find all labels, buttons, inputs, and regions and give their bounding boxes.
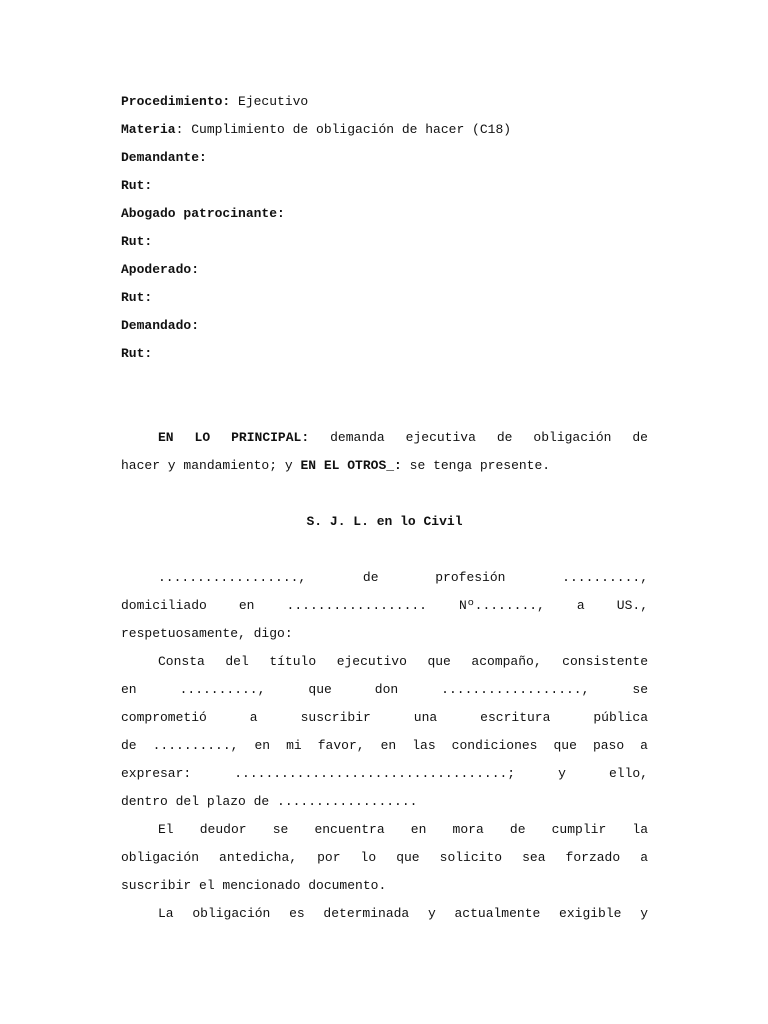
demandante-label: Demandante: [121, 150, 207, 165]
otros-text: se tenga presente. [401, 458, 551, 473]
suma-line-1 [121, 424, 648, 452]
paragraph-line: comprometió a suscribir una escritura pública [121, 710, 648, 725]
paragraph-line: domiciliado en .................. Nº........, a US., [121, 598, 648, 613]
paragraph-line: suscribir el mencionado documento. [121, 878, 387, 893]
abogado-line [121, 200, 648, 228]
suma-line-2 [121, 452, 648, 480]
apoderado-label: Apoderado: [121, 262, 200, 277]
document-page [121, 88, 648, 928]
rut-label: Rut: [121, 290, 153, 305]
demandante-line [121, 144, 648, 172]
materia-label: Materia [121, 122, 176, 137]
rut-label: Rut: [121, 346, 153, 361]
rut-line [121, 284, 648, 312]
rut-line [121, 340, 648, 368]
paragraph-line: expresar: ...................................; y ello, [121, 766, 648, 781]
procedimiento-line [121, 88, 648, 116]
procedimiento-label: Procedimiento: [121, 94, 231, 109]
rut-line [121, 228, 648, 256]
procedimiento-value: Ejecutivo [230, 94, 309, 109]
paragraph-line: de .........., en mi favor, en las condiciones que paso a [121, 738, 648, 753]
apoderado-line [121, 256, 648, 284]
principal-label: EN LO PRINCIPAL: [158, 430, 310, 445]
suma-line2-text: hacer y mandamiento; y [121, 458, 301, 473]
paragraph-line: .................., de profesión .........., [158, 570, 648, 585]
paragraph-line: dentro del plazo de .................. [121, 794, 418, 809]
paragraph-line: La obligación es determinada y actualmente exigible y [158, 906, 648, 921]
principal-text: demanda ejecutiva de obligación de [330, 430, 648, 445]
paragraph-line: respetuosamente, digo: [121, 626, 293, 641]
paragraph-line: en .........., que don .................., se [121, 682, 648, 697]
demandado-label: Demandado: [121, 318, 200, 333]
rut-line [121, 172, 648, 200]
paragraph-line: obligación antedicha, por lo que solicito sea forzado a [121, 850, 648, 865]
rut-label: Rut: [121, 234, 153, 249]
rut-label: Rut: [121, 178, 153, 193]
paragraph-line: El deudor se encuentra en mora de cumplir la [158, 822, 648, 837]
otros-label: EN EL OTROS_: [300, 458, 402, 473]
paragraph-line: Consta del título ejecutivo que acompaño, consistente [158, 654, 648, 669]
abogado-label: Abogado patrocinante: [121, 206, 285, 221]
tribunal-heading: S. J. L. en lo Civil [306, 514, 463, 529]
materia-line [121, 116, 648, 144]
demandado-line [121, 312, 648, 340]
materia-value: : Cumplimiento de obligación de hacer (C18) [175, 122, 512, 137]
